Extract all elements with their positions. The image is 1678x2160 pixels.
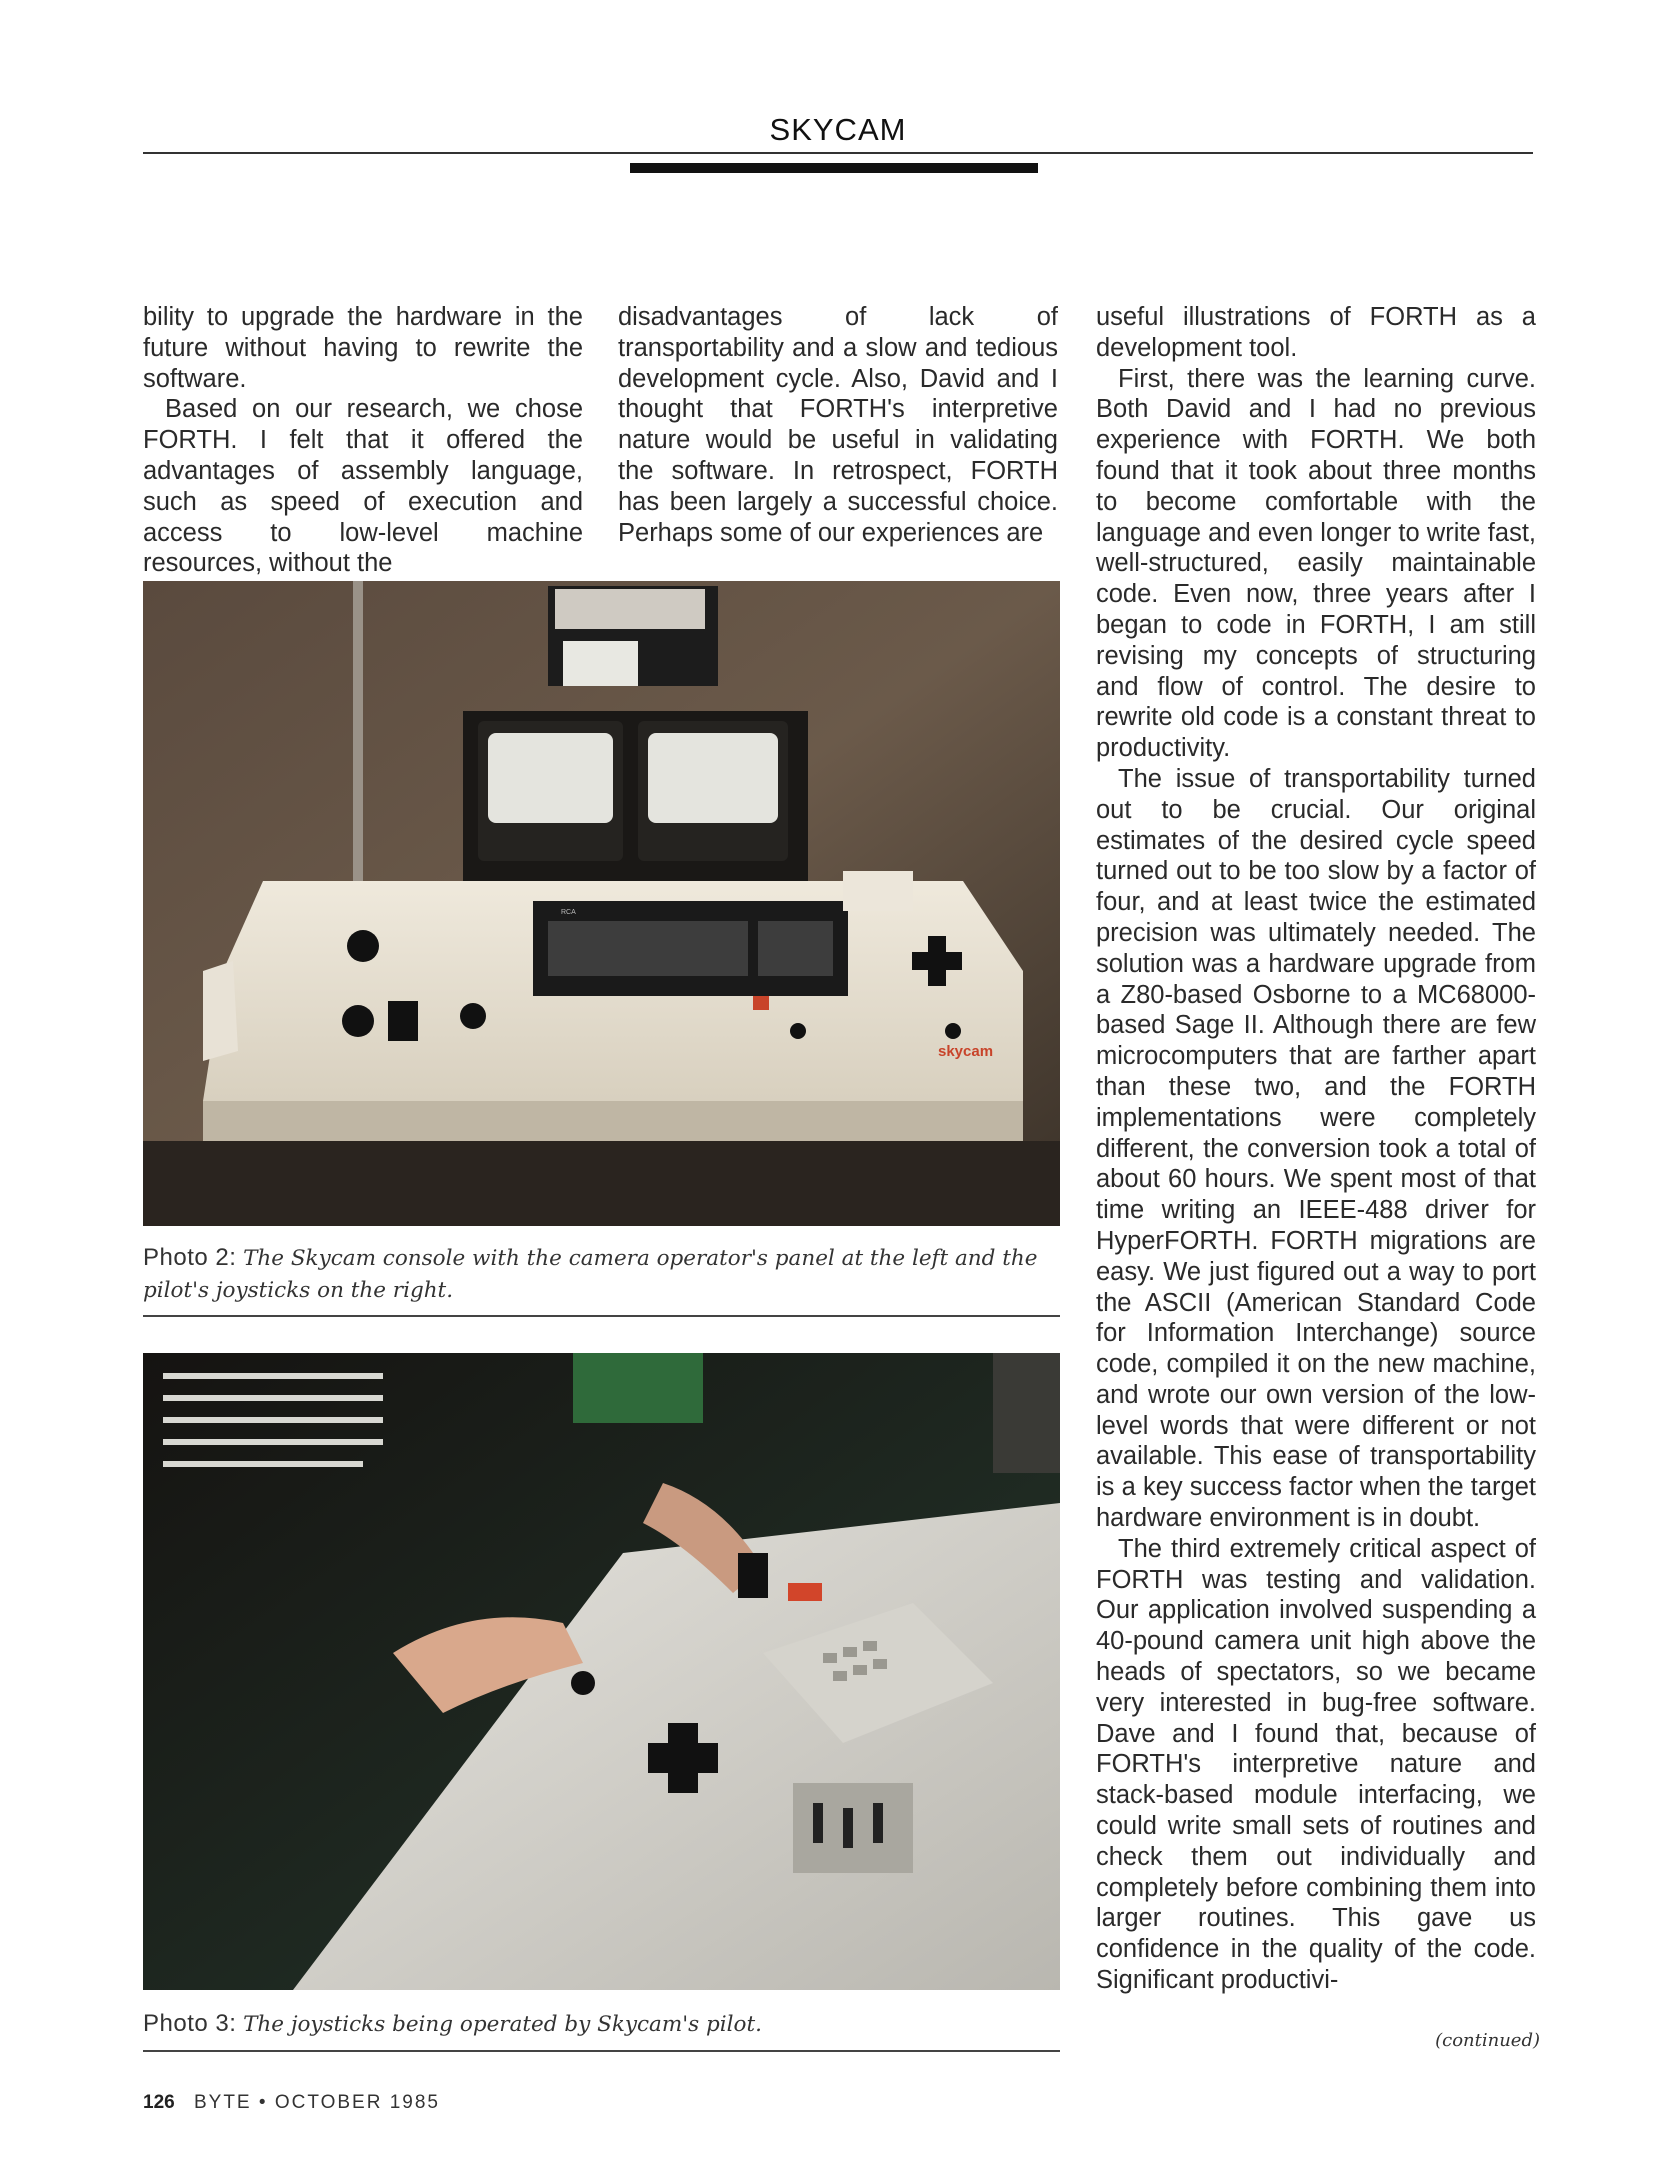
caption-label: Photo 2: — [143, 1244, 237, 1271]
text-column-2 — [618, 302, 1058, 548]
caption-rule — [143, 1315, 1060, 1317]
paragraph: The issue of transportability turned out to be crucial. Our original estimates of the desired cycle speed turned out to be too slow by a factor of four, and at least twice the estimated precision was ultimately needed. The solution was a hardware upgrade from a Z80-based Osborne to a MC68000-based Sage II. Although there are few microcomputers that are farther apart than these two, and the FORTH implementations were completely different, the conversion took a total of about 60 hours. We spent most of that time writing an IEEE-488 driver for HyperFORTH. FORTH migrations are easy. We just figured out a way to port the ASCII (American Standard Code for Information Interchange) source code, compiled it on the new machine, and wrote our own version of the low-level words that were different or not available. This ease of transportability is a key success factor when the target hardware environment is in doubt. — [1096, 764, 1536, 1533]
header-rule — [143, 152, 1533, 154]
section-title: SKYCAM — [769, 112, 907, 147]
header-thick-bar — [630, 163, 1038, 173]
page-number: 126 — [143, 2092, 175, 2113]
photo-joysticks-operated — [143, 1353, 1060, 1990]
photo-3-caption — [143, 2008, 1060, 2040]
paragraph: bility to upgrade the hardware in the future without having to rewrite the software. — [143, 303, 583, 393]
paragraph: First, there was the learning curve. Both David and I had no previous experience with FORTH. We both found that it took about three months to become comfortable with the language and even longer to write fast, well-structured, easily maintainable code. Even now, three years after I began to code in FORTH, I am still revising my concepts of structuring and flow of control. The desire to rewrite old code is a constant threat to productivity. — [1096, 364, 1536, 763]
page-footer — [143, 2092, 440, 2114]
magazine-issue: BYTE • OCTOBER 1985 — [193, 2092, 440, 2113]
photo-2-caption — [143, 1242, 1060, 1306]
keyboard-brand-label: RCA — [561, 909, 576, 916]
paragraph: useful illustrations of FORTH as a development tool. — [1096, 303, 1536, 362]
continued-note: (continued) — [1435, 2030, 1540, 2051]
text-column-1 — [143, 302, 583, 579]
caption-label: Photo 3: — [143, 2010, 237, 2037]
caption-text: The joysticks being operated by Skycam's pilot. — [243, 2012, 762, 2037]
paragraph: The third extremely critical aspect of FORTH was testing and validation. Our application involved suspending a 40-pound camera unit high above the heads of spectators, so we became very interested in bug-free software. Dave and I found that, because of FORTH's interpretive nature and stack-based module interfacing, we could write small sets of routines and check them out individually and completely before combining them into larger routines. This gave us confidence in the quality of the code. Significant productivi- — [1096, 1534, 1536, 1995]
console-brand-label: skycam — [938, 1043, 994, 1060]
text-column-3 — [1096, 302, 1536, 1996]
caption-text: The Skycam console with the camera operator's panel at the left and the pilot's joysticks on the right. — [143, 1246, 1038, 1303]
photo-skycam-console — [143, 581, 1060, 1226]
console-illustration — [143, 581, 1060, 1226]
paragraph: disadvantages of lack of transportability and a slow and tedious development cycle. Also, David and I thought that FORTH's interpretive nature would be useful in validating the software. In retrospect, FORTH has been largely a successful choice. Perhaps some of our experiences are — [618, 303, 1058, 547]
paragraph: Based on our research, we chose FORTH. I felt that it offered the advantages of assembly language, such as speed of execution and access to low-level machine resources, without the — [143, 395, 583, 578]
caption-rule — [143, 2050, 1060, 2052]
joystick-illustration — [143, 1353, 1060, 1990]
